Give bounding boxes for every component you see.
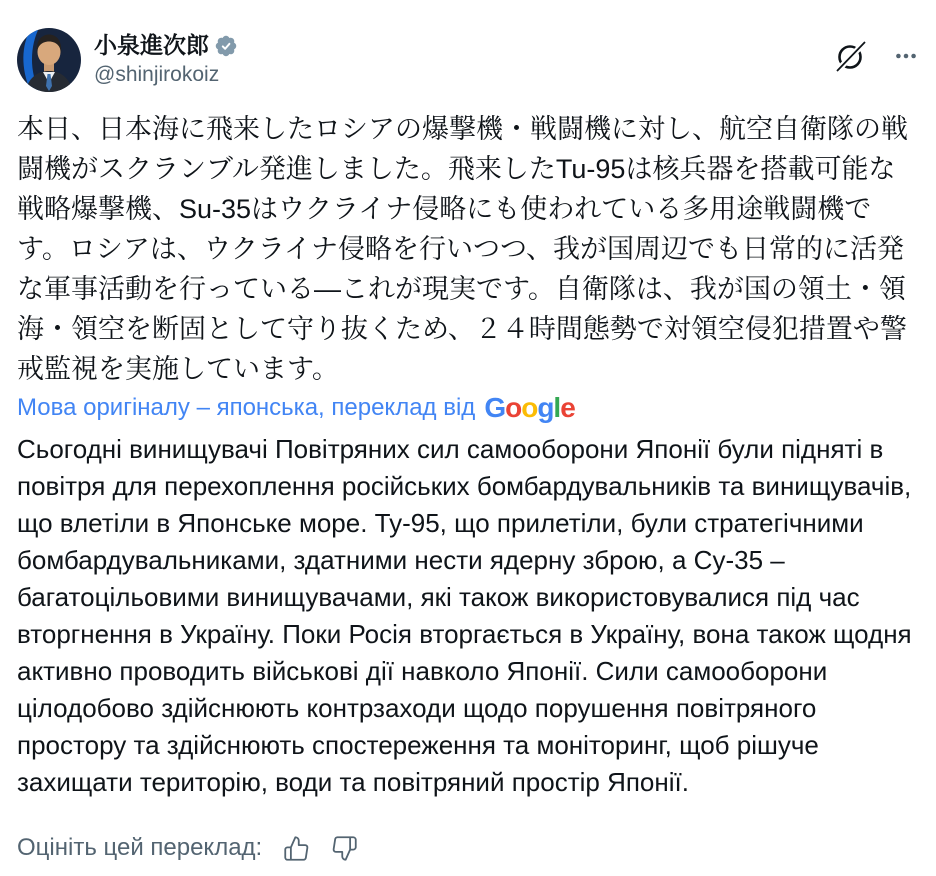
translation-notice-link[interactable]: Мова оригіналу – японська, переклад від bbox=[17, 394, 476, 421]
post-text-original: 本日、日本海に飛来したロシアの爆撃機・戦闘機に対し、航空自衛隊の戦闘機がスクランブル発進しました。飛来したTu-95は核兵器を搭載可能な戦略爆撃機、Su-35はウクライナ侵略にも使われている多用途戦闘機です。ロシアは、ウクライナ侵略を行いつつ、我が国周辺でも日常的に活発な軍事活動を行っている—これが現実です。自衛隊は、我が国の領土・領海・領空を断固として守り抜くため、２４時間態勢で対領空侵犯措置や警戒監視を実施しています。 bbox=[17, 114, 908, 384]
verified-badge-icon[interactable] bbox=[214, 34, 238, 58]
display-name[interactable]: 小泉進次郎 bbox=[94, 32, 209, 58]
grok-circle-slash-icon bbox=[833, 38, 869, 74]
avatar-image bbox=[17, 28, 81, 92]
thumbs-up-icon bbox=[283, 835, 310, 862]
avatar[interactable] bbox=[17, 28, 81, 92]
grok-button[interactable] bbox=[833, 38, 869, 74]
header-actions bbox=[833, 28, 919, 74]
rate-translation-row bbox=[17, 834, 919, 862]
identity-block bbox=[94, 28, 238, 88]
thumbs-down-button[interactable] bbox=[331, 835, 358, 862]
post-text-translated: Сьогодні винищувачі Повітряних сил самооборони Японії були підняті в повітря для перехоплення російських бомбардувальників та винищувачів, що влетіли в Японське море. Ту-95, що прилетіли, були стратегічними бомбардувальниками, здатними нести ядерну зброю, а Су-35 – багатоцільовими винищувачами, які також використовувалися під час вторгнення в Україну. Поки Росія вторгається в Україну, вона також щодня активно проводить військові дії навколо Японії. Сили самооборони цілодобово здійснюють контрзаходи щодо порушення повітряного простору та здійснюють спостереження та моніторинг, щоб рішуче захищати територію, води та повітряний простір Японії. bbox=[17, 434, 912, 797]
rate-translation-label: Оцініть цей переклад: bbox=[17, 834, 263, 861]
post-header bbox=[17, 0, 919, 92]
thumbs-down-icon bbox=[331, 835, 358, 862]
thumbs-up-button[interactable] bbox=[283, 835, 310, 862]
ellipsis-icon bbox=[893, 43, 919, 69]
more-menu-button[interactable] bbox=[893, 43, 919, 69]
user-handle[interactable]: @shinjirokoiz bbox=[94, 63, 220, 86]
google-logo: Google bbox=[484, 392, 575, 423]
translation-attribution-row bbox=[17, 393, 919, 423]
